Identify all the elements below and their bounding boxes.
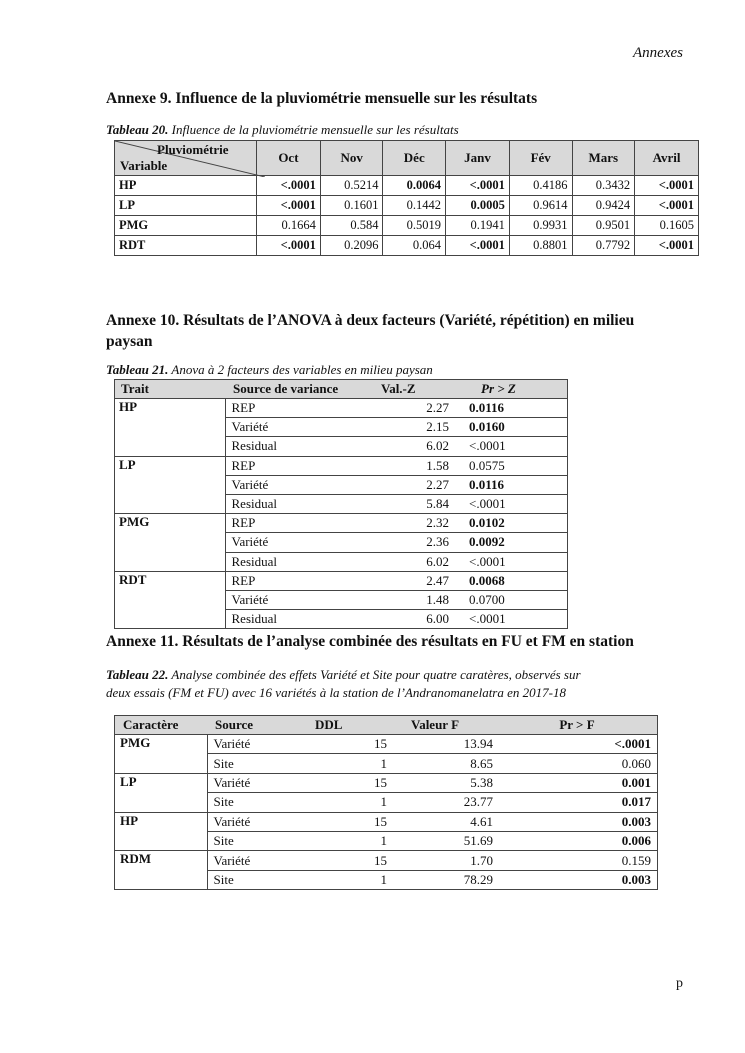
table-21 bbox=[114, 379, 568, 629]
f-cell: 5.38 bbox=[391, 773, 497, 792]
p-cell: 0.017 bbox=[497, 793, 658, 812]
p-cell: 0.0116 bbox=[455, 399, 568, 418]
ddl-cell: 15 bbox=[303, 851, 391, 870]
p-cell: <.0001 bbox=[455, 437, 568, 456]
table-cell: 0.0005 bbox=[446, 196, 510, 216]
month-header: Fév bbox=[509, 141, 572, 176]
table-cell: <.0001 bbox=[257, 196, 321, 216]
f-cell: 13.94 bbox=[391, 735, 497, 754]
running-header: Annexes bbox=[633, 45, 683, 61]
source-cell: Site bbox=[207, 754, 303, 773]
corner-header-variable: Variable bbox=[120, 158, 168, 173]
z-cell: 2.47 bbox=[377, 571, 455, 590]
table-cell: 0.9424 bbox=[572, 196, 635, 216]
z-cell: 5.84 bbox=[377, 494, 455, 513]
table-cell: <.0001 bbox=[257, 176, 321, 196]
month-header: Mars bbox=[572, 141, 635, 176]
page-number: p bbox=[676, 976, 683, 991]
table-row bbox=[115, 236, 699, 256]
p-cell: <.0001 bbox=[497, 735, 658, 754]
p-cell: 0.0700 bbox=[455, 590, 568, 609]
annex-10-title-line2: paysan bbox=[106, 333, 153, 350]
source-cell: Residual bbox=[225, 494, 377, 513]
ddl-cell: 1 bbox=[303, 831, 391, 850]
header-prz: Pr > Z bbox=[455, 380, 568, 399]
ddl-cell: 1 bbox=[303, 754, 391, 773]
source-cell: Variété bbox=[207, 812, 303, 831]
table-cell: 0.7792 bbox=[572, 236, 635, 256]
table-cell: <.0001 bbox=[635, 176, 699, 196]
p-cell: 0.060 bbox=[497, 754, 658, 773]
caractere-cell: PMG bbox=[115, 735, 208, 774]
z-cell: 2.27 bbox=[377, 399, 455, 418]
source-cell: Site bbox=[207, 831, 303, 850]
p-cell: 0.001 bbox=[497, 773, 658, 792]
table-cell: 0.584 bbox=[320, 216, 383, 236]
header-valz: Val.-Z bbox=[377, 380, 455, 399]
f-cell: 23.77 bbox=[391, 793, 497, 812]
f-cell: 1.70 bbox=[391, 851, 497, 870]
table-22 bbox=[114, 715, 658, 890]
p-cell: 0.003 bbox=[497, 870, 658, 889]
p-cell: 0.159 bbox=[497, 851, 658, 870]
table-cell: 0.8801 bbox=[509, 236, 572, 256]
p-cell: 0.0068 bbox=[455, 571, 568, 590]
caption-text: Influence de la pluviométrie mensuelle sur les résultats bbox=[168, 122, 459, 137]
caption-text: Analyse combinée des effets Variété et Site pour quatre caratères, observés sur bbox=[168, 667, 581, 682]
table-cell: 0.0064 bbox=[383, 176, 446, 196]
table-20-caption bbox=[106, 121, 459, 139]
table-header-row bbox=[115, 716, 658, 735]
caption-text: Anova à 2 facteurs des variables en milieu paysan bbox=[168, 362, 433, 377]
annex-9-title: Annexe 9. Influence de la pluviométrie mensuelle sur les résultats bbox=[106, 90, 538, 107]
source-cell: Site bbox=[207, 793, 303, 812]
z-cell: 6.02 bbox=[377, 552, 455, 571]
p-cell: 0.006 bbox=[497, 831, 658, 850]
row-label: RDT bbox=[115, 236, 257, 256]
trait-cell: RDT bbox=[115, 571, 226, 629]
source-cell: Variété bbox=[207, 773, 303, 792]
table-cell: 0.1941 bbox=[446, 216, 510, 236]
source-cell: Variété bbox=[225, 475, 377, 494]
table-cell: 0.4186 bbox=[509, 176, 572, 196]
p-cell: 0.0102 bbox=[455, 514, 568, 533]
z-cell: 2.27 bbox=[377, 475, 455, 494]
z-cell: 2.32 bbox=[377, 514, 455, 533]
z-cell: 1.48 bbox=[377, 590, 455, 609]
table-cell: 0.1601 bbox=[320, 196, 383, 216]
table-cell: 0.1664 bbox=[257, 216, 321, 236]
table-cell: 0.9501 bbox=[572, 216, 635, 236]
source-cell: Site bbox=[207, 870, 303, 889]
annex-11-title: Annexe 11. Résultats de l’analyse combinée des résultats en FU et FM en station bbox=[106, 633, 634, 650]
corner-header bbox=[115, 141, 257, 176]
trait-cell: LP bbox=[115, 456, 226, 514]
caractere-cell: RDM bbox=[115, 851, 208, 890]
caption-line-1 bbox=[106, 666, 581, 684]
header-source: Source bbox=[207, 716, 303, 735]
annex-10-title-line1: Annexe 10. Résultats de l’ANOVA à deux facteurs (Variété, répétition) en milieu bbox=[106, 312, 635, 329]
header-valeur-f: Valeur F bbox=[391, 716, 497, 735]
p-cell: 0.0575 bbox=[455, 456, 568, 475]
month-header: Déc bbox=[383, 141, 446, 176]
table-header-row bbox=[115, 380, 568, 399]
table-row bbox=[115, 196, 699, 216]
ddl-cell: 15 bbox=[303, 812, 391, 831]
z-cell: 2.36 bbox=[377, 533, 455, 552]
p-cell: <.0001 bbox=[455, 610, 568, 629]
table-cell: 0.9931 bbox=[509, 216, 572, 236]
table-row bbox=[115, 456, 568, 475]
header-caractere: Caractère bbox=[115, 716, 208, 735]
header-trait: Trait bbox=[115, 380, 226, 399]
source-cell: Residual bbox=[225, 610, 377, 629]
trait-cell: HP bbox=[115, 399, 226, 457]
table-20 bbox=[114, 140, 699, 256]
table-row bbox=[115, 773, 658, 792]
table-cell: <.0001 bbox=[446, 176, 510, 196]
month-header: Janv bbox=[446, 141, 510, 176]
source-cell: REP bbox=[225, 399, 377, 418]
caption-label: Tableau 22. bbox=[106, 667, 169, 682]
table-cell: <.0001 bbox=[635, 236, 699, 256]
table-cell: 0.064 bbox=[383, 236, 446, 256]
corner-header-pluviometrie: Pluviométrie bbox=[157, 142, 229, 157]
table-row bbox=[115, 571, 568, 590]
source-cell: Residual bbox=[225, 552, 377, 571]
source-cell: Residual bbox=[225, 437, 377, 456]
source-cell: REP bbox=[225, 456, 377, 475]
table-cell: 0.1442 bbox=[383, 196, 446, 216]
p-cell: 0.0160 bbox=[455, 418, 568, 437]
source-cell: Variété bbox=[225, 418, 377, 437]
f-cell: 8.65 bbox=[391, 754, 497, 773]
table-22-caption bbox=[106, 666, 581, 702]
f-cell: 78.29 bbox=[391, 870, 497, 889]
row-label: LP bbox=[115, 196, 257, 216]
table-row bbox=[115, 812, 658, 831]
caractere-cell: LP bbox=[115, 773, 208, 812]
z-cell: 6.00 bbox=[377, 610, 455, 629]
ddl-cell: 1 bbox=[303, 793, 391, 812]
p-cell: <.0001 bbox=[455, 494, 568, 513]
z-cell: 2.15 bbox=[377, 418, 455, 437]
source-cell: Variété bbox=[225, 590, 377, 609]
z-cell: 1.58 bbox=[377, 456, 455, 475]
month-header: Oct bbox=[257, 141, 321, 176]
table-cell: 0.5214 bbox=[320, 176, 383, 196]
table-cell: 0.5019 bbox=[383, 216, 446, 236]
caption-label: Tableau 20. bbox=[106, 122, 169, 137]
table-21-caption bbox=[106, 361, 433, 379]
source-cell: Variété bbox=[207, 735, 303, 754]
table-row bbox=[115, 399, 568, 418]
table-cell: <.0001 bbox=[257, 236, 321, 256]
ddl-cell: 15 bbox=[303, 735, 391, 754]
ddl-cell: 15 bbox=[303, 773, 391, 792]
caption-line-2: deux essais (FM et FU) avec 16 variétés à la station de l’Andranomanelatra en 2017-18 bbox=[106, 685, 566, 700]
table-cell: 0.3432 bbox=[572, 176, 635, 196]
p-cell: <.0001 bbox=[455, 552, 568, 571]
table-cell: <.0001 bbox=[635, 196, 699, 216]
source-cell: REP bbox=[225, 571, 377, 590]
caption-label: Tableau 21. bbox=[106, 362, 169, 377]
p-cell: 0.0092 bbox=[455, 533, 568, 552]
table-row bbox=[115, 514, 568, 533]
source-cell: Variété bbox=[225, 533, 377, 552]
source-cell: REP bbox=[225, 514, 377, 533]
source-cell: Variété bbox=[207, 851, 303, 870]
p-cell: 0.003 bbox=[497, 812, 658, 831]
table-cell: 0.1605 bbox=[635, 216, 699, 236]
row-label: PMG bbox=[115, 216, 257, 236]
f-cell: 51.69 bbox=[391, 831, 497, 850]
p-cell: 0.0116 bbox=[455, 475, 568, 494]
row-label: HP bbox=[115, 176, 257, 196]
table-row bbox=[115, 176, 699, 196]
table-header-row bbox=[115, 141, 699, 176]
header-prf: Pr > F bbox=[497, 716, 658, 735]
f-cell: 4.61 bbox=[391, 812, 497, 831]
month-header: Nov bbox=[320, 141, 383, 176]
table-cell: <.0001 bbox=[446, 236, 510, 256]
month-header: Avril bbox=[635, 141, 699, 176]
ddl-cell: 1 bbox=[303, 870, 391, 889]
header-ddl: DDL bbox=[303, 716, 391, 735]
table-cell: 0.9614 bbox=[509, 196, 572, 216]
trait-cell: PMG bbox=[115, 514, 226, 572]
table-row bbox=[115, 216, 699, 236]
table-cell: 0.2096 bbox=[320, 236, 383, 256]
annex-10-title bbox=[106, 310, 634, 352]
z-cell: 6.02 bbox=[377, 437, 455, 456]
header-source: Source de variance bbox=[225, 380, 377, 399]
table-row bbox=[115, 735, 658, 754]
caractere-cell: HP bbox=[115, 812, 208, 851]
table-row bbox=[115, 851, 658, 870]
